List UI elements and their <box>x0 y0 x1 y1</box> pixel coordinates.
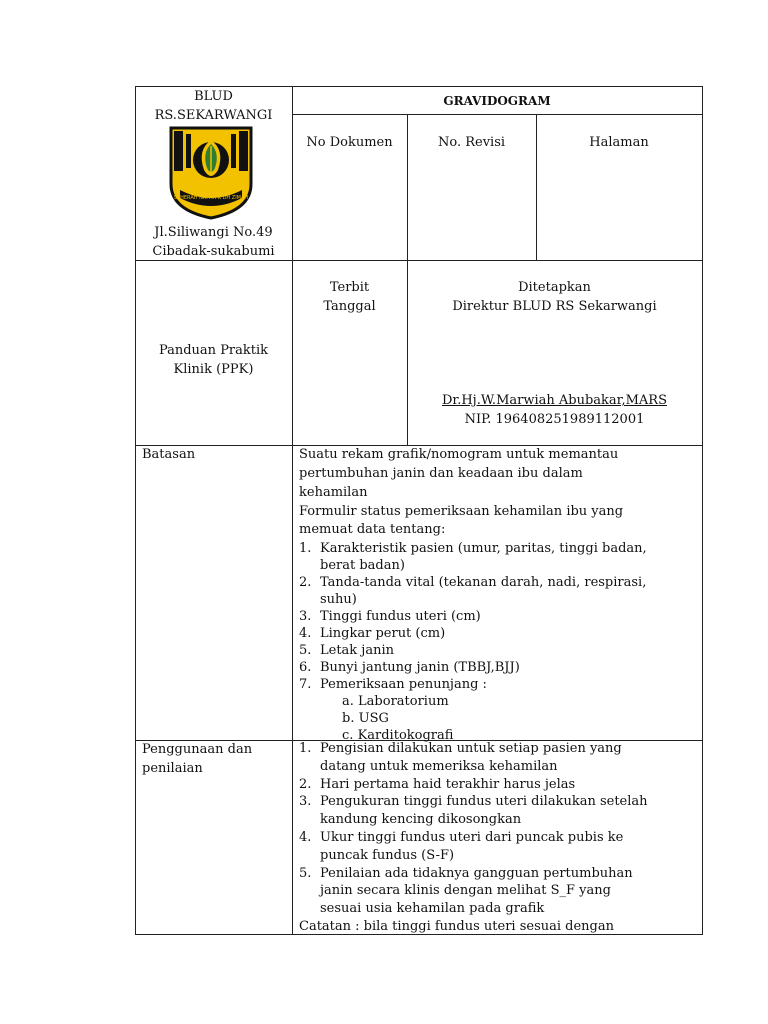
list-item: 3. Pengukuran tinggi fundus uteri dilakukan setelah kandung kencing dikosongkan <box>299 794 648 828</box>
direktur-label: Direktur BLUD RS Sekarwangi <box>452 299 657 314</box>
org-name-line1: BLUD <box>194 89 233 104</box>
no-dokumen-label: No Dokumen <box>306 135 393 150</box>
batasan-intro-line: memuat data tentang: <box>299 522 446 537</box>
list-item: 4. Lingkar perut (cm) <box>299 626 446 641</box>
title-divider <box>292 114 703 115</box>
batasan-list <box>299 540 647 744</box>
list-item: 2. Hari pertama haid terakhir harus jelas <box>299 776 576 792</box>
sub-list-item: b. USG <box>342 711 389 726</box>
signer-nip: NIP. 196408251989112001 <box>464 412 645 427</box>
batasan-label: Batasan <box>142 447 196 462</box>
table-border-left <box>135 86 136 935</box>
list-item: 5. Letak janin <box>299 643 394 658</box>
ppk-label-line1: Panduan Praktik <box>158 343 269 358</box>
batasan-intro-line: Suatu rekam grafik/nomogram untuk memantau <box>299 447 619 462</box>
sub-list <box>320 693 647 744</box>
catatan-text: Catatan : bila tinggi fundus uteri sesuai dengan <box>299 919 615 934</box>
penggunaan-list <box>299 740 648 918</box>
batasan-intro-line: kehamilan <box>299 485 368 500</box>
address-line1: Jl.Siliwangi No.49 <box>154 225 273 240</box>
list-item: 1. Karakteristik pasien (umur, paritas, tinggi badan, berat badan) <box>299 541 647 573</box>
penggunaan-label-line1: Penggunaan dan <box>142 742 253 757</box>
list-item: 6. Bunyi jantung janin (TBBJ,BJJ) <box>299 660 520 675</box>
terbit-label-line1: Terbit <box>329 280 370 295</box>
batasan-intro-line: pertumbuhan janin dan keadaan ibu dalam <box>299 466 583 481</box>
address-line2: Cibadak-sukabumi <box>152 244 275 259</box>
ppk-label-line2: Klinik (PPK) <box>173 362 254 377</box>
sub-list-item: a. Laboratorium <box>342 694 449 709</box>
logo-motto: SEHERAH NAPAH K DH ZIMAH <box>173 195 249 201</box>
list-item: 5. Penilaian ada tidaknya gangguan pertumbuhan janin secara klinis dengan melihat S_F yang sesuai usia kehamilan pada grafik <box>299 865 633 917</box>
org-name-line2: RS.SEKARWANGI <box>154 108 273 123</box>
batasan-intro-line: Formulir status pemeriksaan kehamilan ibu yang <box>299 504 624 519</box>
list-item: 4. Ukur tinggi fundus uteri dari puncak pubis ke puncak fundus (S-F) <box>299 829 624 863</box>
penggunaan-label-line2: penilaian <box>142 761 203 776</box>
table-border-right <box>702 86 703 935</box>
halaman-label: Halaman <box>589 135 649 150</box>
document-title: GRAVIDOGRAM <box>443 94 551 108</box>
ditetapkan-label: Ditetapkan <box>518 280 591 295</box>
list-item: 7. Pemeriksaan penunjang : a. Laboratorium b. USG c. Karditokografi <box>299 676 647 744</box>
terbit-label-line2: Tanggal <box>323 299 376 314</box>
list-item: 1. Pengisian dilakukan untuk setiap pasien yang datang untuk memeriksa kehamilan <box>299 741 622 774</box>
list-item: 2. Tanda-tanda vital (tekanan darah, nadi, respirasi, suhu) <box>299 575 647 607</box>
hospital-logo <box>168 126 254 220</box>
no-revisi-label: No. Revisi <box>437 135 506 150</box>
label-column-divider <box>292 86 293 935</box>
signer-name: Dr.Hj.W.Marwiah Abubakar,MARS <box>442 393 667 408</box>
list-item: 3. Tinggi fundus uteri (cm) <box>299 609 481 624</box>
sub-list-item: c. Karditokografi <box>342 728 454 743</box>
